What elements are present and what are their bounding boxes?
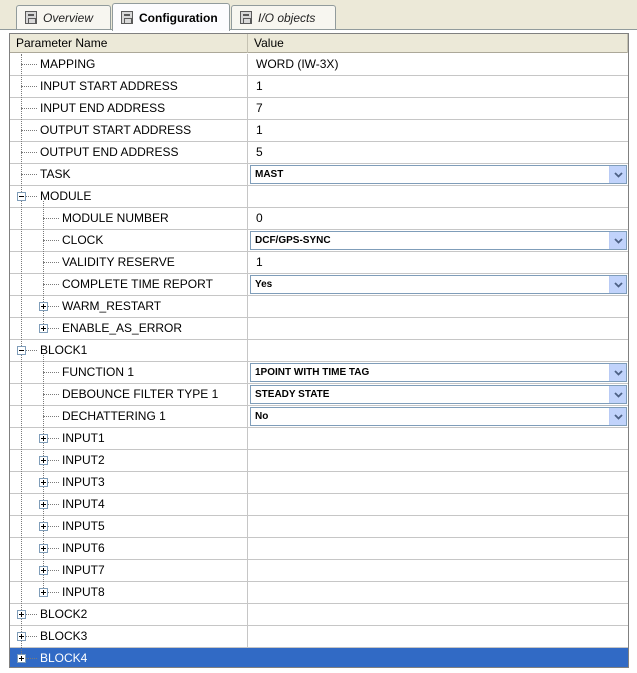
parameter-name: CLOCK (62, 233, 104, 247)
value-cell[interactable] (249, 626, 628, 647)
value-cell (249, 362, 628, 383)
parameter-name-cell (10, 142, 248, 163)
parameter-name-cell (10, 494, 248, 515)
parameter-name-cell (10, 538, 248, 559)
value-cell (249, 164, 628, 185)
table-row[interactable] (10, 450, 628, 472)
parameter-name: DECHATTERING 1 (62, 409, 166, 423)
tree-connector (21, 152, 37, 153)
value-dropdown[interactable] (250, 363, 627, 382)
value-cell (249, 274, 628, 295)
tree-connector (43, 355, 44, 592)
parameter-value: WORD (IW-3X) (256, 57, 339, 71)
table-row[interactable] (10, 98, 628, 120)
parameter-name-cell (10, 648, 248, 668)
parameter-name-cell (10, 252, 248, 273)
parameter-grid (9, 33, 629, 668)
tree-connector (21, 54, 22, 658)
parameter-name-cell (10, 384, 248, 405)
parameter-name-cell (10, 230, 248, 251)
parameter-value: 1 (256, 79, 263, 93)
plus-box-icon[interactable] (39, 302, 48, 311)
plus-box-icon[interactable] (39, 566, 48, 575)
parameter-value: 0 (256, 211, 263, 225)
table-row[interactable] (10, 76, 628, 98)
table-row[interactable] (10, 582, 628, 604)
tree-connector (43, 394, 59, 395)
tree-connector (43, 218, 59, 219)
value-cell[interactable] (249, 120, 628, 141)
dropdown-selected-value: No (255, 411, 269, 422)
parameter-name-cell (10, 362, 248, 383)
dropdown-selected-value: STEADY STATE (255, 389, 330, 400)
table-row[interactable] (10, 208, 628, 230)
grid-header (10, 34, 628, 53)
tab-overview[interactable] (16, 5, 111, 29)
tree-connector (21, 86, 37, 87)
plus-box-icon[interactable] (39, 500, 48, 509)
module-sheet-icon (121, 11, 133, 24)
tab-io-objects[interactable] (231, 5, 336, 29)
plus-box-icon[interactable] (39, 456, 48, 465)
value-dropdown[interactable] (250, 407, 627, 426)
value-cell[interactable] (249, 516, 628, 537)
parameter-name: INPUT END ADDRESS (40, 101, 166, 115)
parameter-name-cell (10, 450, 248, 471)
table-row[interactable] (10, 142, 628, 164)
table-row[interactable] (10, 54, 628, 76)
parameter-name: MODULE (40, 189, 92, 203)
minus-box-icon[interactable] (17, 346, 26, 355)
parameter-name-cell (10, 164, 248, 185)
table-row[interactable] (10, 186, 628, 208)
table-row[interactable] (10, 516, 628, 538)
dropdown-selected-value: 1POINT WITH TIME TAG (255, 367, 370, 378)
plus-box-icon[interactable] (39, 522, 48, 531)
value-cell[interactable] (249, 142, 628, 163)
tree-connector (43, 240, 59, 241)
module-sheet-icon (25, 11, 37, 24)
value-cell[interactable] (249, 560, 628, 581)
value-cell (249, 230, 628, 251)
parameter-name: MAPPING (40, 57, 96, 71)
table-row[interactable] (10, 472, 628, 494)
parameter-name-cell (10, 318, 248, 339)
chevron-down-icon[interactable] (609, 386, 626, 403)
table-row[interactable] (10, 428, 628, 450)
parameter-name: MODULE NUMBER (62, 211, 169, 225)
parameter-name-cell (10, 54, 248, 75)
tree-connector (43, 284, 59, 285)
value-cell[interactable] (249, 54, 628, 75)
value-cell[interactable] (249, 340, 628, 361)
plus-box-icon[interactable] (17, 654, 26, 663)
value-cell[interactable] (249, 450, 628, 471)
table-row[interactable] (10, 274, 628, 296)
parameter-name: INPUT3 (62, 475, 105, 489)
parameter-name: BLOCK3 (40, 629, 88, 643)
value-dropdown[interactable] (250, 231, 627, 250)
module-sheet-icon (240, 11, 252, 24)
parameter-name-cell (10, 428, 248, 449)
value-cell (249, 406, 628, 427)
parameter-name: INPUT6 (62, 541, 105, 555)
parameter-name: INPUT1 (62, 431, 105, 445)
value-cell[interactable] (249, 76, 628, 97)
parameter-value: 1 (256, 255, 263, 269)
tab-bar (0, 0, 637, 30)
table-row[interactable] (10, 340, 628, 362)
value-cell[interactable] (249, 296, 628, 317)
value-cell[interactable] (249, 538, 628, 559)
tree-connector (43, 372, 59, 373)
table-row[interactable] (10, 604, 628, 626)
column-header-parameter-name[interactable]: Parameter Name (10, 34, 248, 53)
table-row[interactable] (10, 362, 628, 384)
parameter-name: INPUT8 (62, 585, 105, 599)
value-cell[interactable] (249, 494, 628, 515)
parameter-name-cell (10, 98, 248, 119)
value-cell[interactable] (249, 318, 628, 339)
plus-box-icon[interactable] (39, 544, 48, 553)
parameter-name-cell (10, 340, 248, 361)
tab-label: Configuration (139, 10, 218, 25)
parameter-name-cell (10, 208, 248, 229)
parameter-name-cell (10, 76, 248, 97)
table-row[interactable] (10, 318, 628, 340)
value-cell[interactable] (249, 428, 628, 449)
parameter-name: DEBOUNCE FILTER TYPE 1 (62, 387, 219, 401)
tab-label: Overview (43, 10, 94, 25)
chevron-down-icon[interactable] (609, 364, 626, 381)
parameter-name-cell (10, 472, 248, 493)
plus-box-icon[interactable] (39, 324, 48, 333)
chevron-down-icon[interactable] (609, 276, 626, 293)
table-row[interactable] (10, 296, 628, 318)
parameter-name-cell (10, 582, 248, 603)
parameter-value: 7 (256, 101, 263, 115)
table-row[interactable] (10, 648, 628, 668)
plus-box-icon[interactable] (39, 588, 48, 597)
minus-box-icon[interactable] (17, 192, 26, 201)
parameter-name: VALIDITY RESERVE (62, 255, 175, 269)
value-dropdown[interactable] (250, 165, 627, 184)
column-header-value[interactable]: Value (248, 34, 628, 53)
parameter-name: OUTPUT END ADDRESS (40, 145, 179, 159)
table-row[interactable] (10, 406, 628, 428)
parameter-name-cell (10, 406, 248, 427)
parameter-name: BLOCK1 (40, 343, 88, 357)
table-row[interactable] (10, 120, 628, 142)
chevron-down-icon[interactable] (609, 232, 626, 249)
tree-connector (43, 262, 59, 263)
parameter-name: OUTPUT START ADDRESS (40, 123, 192, 137)
parameter-name: INPUT START ADDRESS (40, 79, 178, 93)
tab-configuration[interactable] (112, 3, 230, 31)
dropdown-selected-value: Yes (255, 279, 273, 290)
parameter-name: BLOCK2 (40, 607, 88, 621)
tree-connector (21, 108, 37, 109)
parameter-name-cell (10, 560, 248, 581)
value-cell[interactable] (249, 252, 628, 273)
tree-connector (21, 64, 37, 65)
value-cell[interactable] (249, 582, 628, 603)
value-dropdown[interactable] (250, 275, 627, 294)
parameter-name: TASK (40, 167, 71, 181)
parameter-name: INPUT4 (62, 497, 105, 511)
plus-box-icon[interactable] (17, 632, 26, 641)
dropdown-selected-value: DCF/GPS-SYNC (255, 235, 331, 246)
tree-connector (43, 416, 59, 417)
parameter-name-cell (10, 296, 248, 317)
value-cell[interactable] (249, 186, 628, 207)
value-cell[interactable] (249, 604, 628, 625)
tree-connector (21, 174, 37, 175)
table-row[interactable] (10, 538, 628, 560)
parameter-name: COMPLETE TIME REPORT (62, 277, 213, 291)
tree-connector (21, 130, 37, 131)
table-row[interactable] (10, 494, 628, 516)
table-row[interactable] (10, 560, 628, 582)
plus-box-icon[interactable] (39, 478, 48, 487)
table-row[interactable] (10, 252, 628, 274)
chevron-down-icon[interactable] (609, 166, 626, 183)
table-row[interactable] (10, 384, 628, 406)
value-cell[interactable] (249, 472, 628, 493)
table-row[interactable] (10, 164, 628, 186)
parameter-name: INPUT5 (62, 519, 105, 533)
parameter-name: BLOCK4 (40, 651, 88, 665)
value-dropdown[interactable] (250, 385, 627, 404)
parameter-name: WARM_RESTART (62, 299, 162, 313)
value-cell[interactable] (249, 648, 628, 668)
parameter-value: 1 (256, 123, 263, 137)
parameter-name-cell (10, 186, 248, 207)
table-row[interactable] (10, 230, 628, 252)
parameter-name-cell (10, 604, 248, 625)
table-row[interactable] (10, 626, 628, 648)
plus-box-icon[interactable] (17, 610, 26, 619)
parameter-name-cell (10, 516, 248, 537)
dropdown-selected-value: MAST (255, 169, 284, 180)
value-cell[interactable] (249, 208, 628, 229)
parameter-name: INPUT2 (62, 453, 105, 467)
value-cell[interactable] (249, 98, 628, 119)
value-cell (249, 384, 628, 405)
parameter-name: ENABLE_AS_ERROR (62, 321, 183, 335)
parameter-value: 5 (256, 145, 263, 159)
parameter-name-cell (10, 120, 248, 141)
parameter-name-cell (10, 274, 248, 295)
parameter-name-cell (10, 626, 248, 647)
plus-box-icon[interactable] (39, 434, 48, 443)
tab-label: I/O objects (258, 10, 316, 25)
parameter-name: FUNCTION 1 (62, 365, 134, 379)
chevron-down-icon[interactable] (609, 408, 626, 425)
parameter-name: INPUT7 (62, 563, 105, 577)
